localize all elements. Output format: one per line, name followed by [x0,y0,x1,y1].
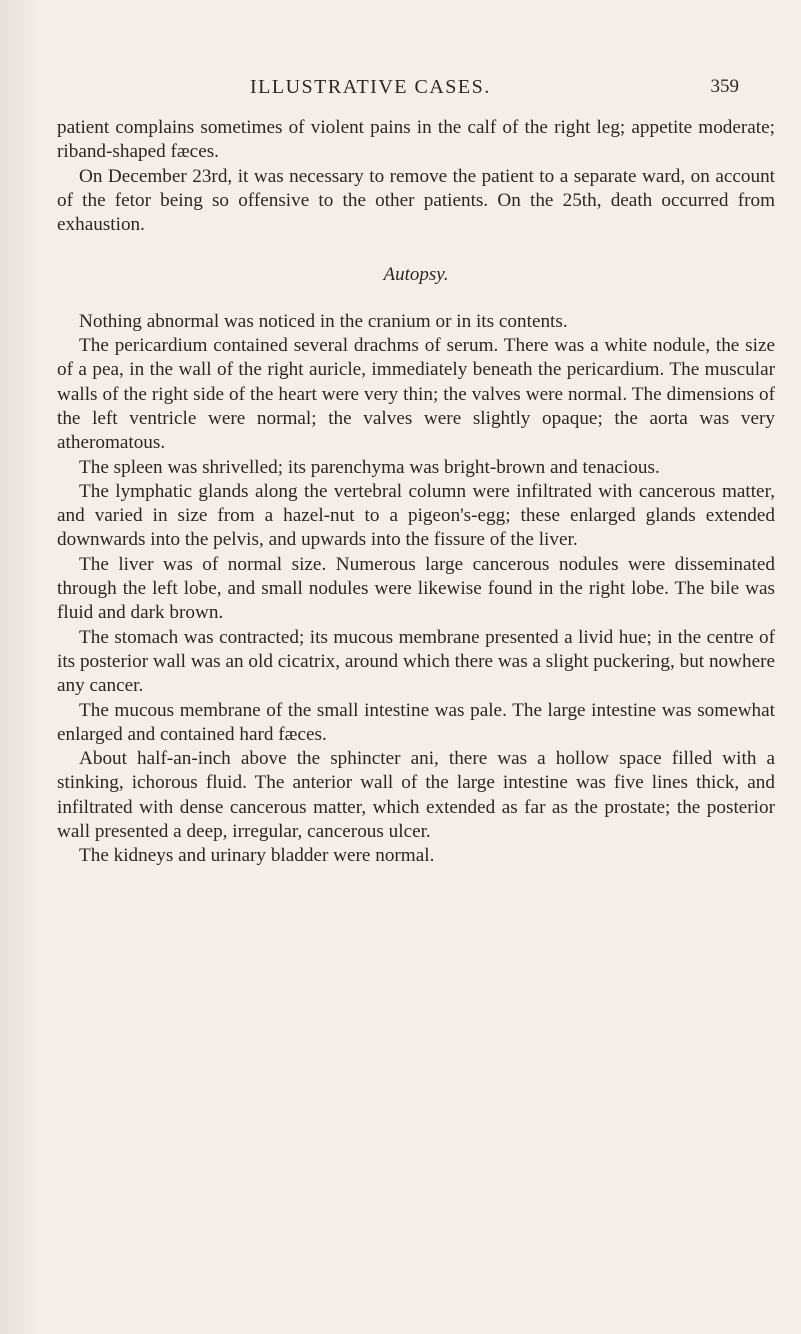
paragraph: The kidneys and urinary bladder were normal. [79,845,435,867]
running-head: ILLUSTRATIVE CASES. [250,76,491,98]
body-text [57,116,775,869]
paragraph: About half-an-inch above the sphincter ani, there was a hollow space filled with a stinking, ichorous fluid. The anterior wall of the large intestine was five lines thick, and infiltrated with dense cancerous matter, which extended as far as the prostate; the posterior wall presented a deep, irregular, cancerous ulcer. [57,748,775,843]
paragraph: The liver was of normal size. Numerous large cancerous nodules were disseminated through the left lobe, and small nodules were likewise found in the right lobe. The bile was fluid and dark brown. [57,553,775,624]
paragraph: The lymphatic glands along the vertebral column were infiltrated with cancerous matter, and varied in size from a hazel-nut to a pigeon's-egg; these enlarged glands extended downwards into the pelvis, and upwards into the fissure of the liver. [57,480,775,551]
page-number: 359 [710,76,739,97]
paragraph: The pericardium contained several drachms of serum. There was a white nodule, the size of a pea, in the wall of the right auricle, immediately beneath the pericardium. The muscular walls of the right side of the heart were very thin; the valves were normal. The dimensions of the left ventricle were normal; the valves were slightly opaque; the aorta was very atheromatous. [57,335,775,454]
paragraph: Nothing abnormal was noticed in the cranium or in its contents. [79,310,568,332]
paragraph: On December 23rd, it was necessary to remove the patient to a separate ward, on account of the fetor being so offensive to the other patients. On the 25th, death occurred from exhaustion. [57,165,775,236]
section-heading: Autopsy. [383,264,449,286]
paragraph: The spleen was shrivelled; its parenchyma was bright-brown and tenacious. [79,456,660,478]
paragraph: patient complains sometimes of violent pains in the calf of the right leg; appetite moderate; riband-shaped fæces. [57,117,775,163]
paragraph: The mucous membrane of the small intestine was pale. The large intestine was somewhat enlarged and contained hard fæces. [57,699,775,745]
paragraph: The stomach was contracted; its mucous membrane presented a livid hue; in the centre of its posterior wall was an old cicatrix, around which there was a slight puckering, but nowhere any cancer. [57,626,775,697]
